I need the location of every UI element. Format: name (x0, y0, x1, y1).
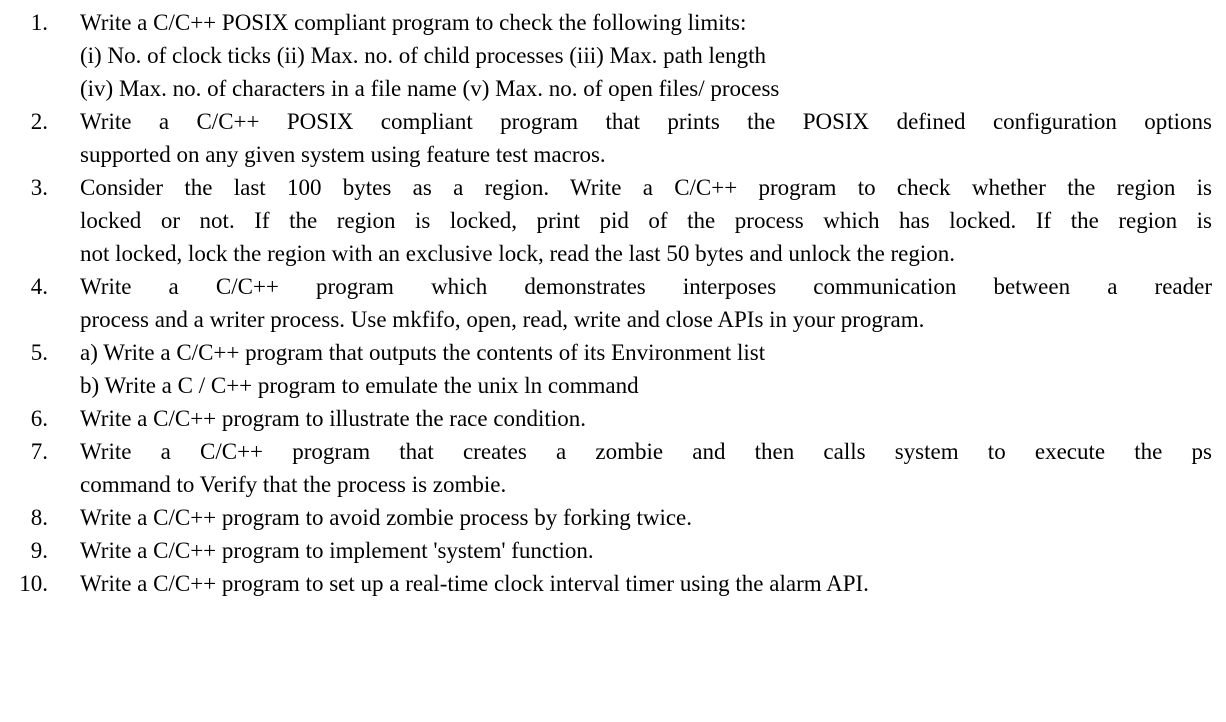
item-text-line: b) Write a C / C++ program to emulate the unix ln command (80, 373, 639, 398)
item-number: 10. (19, 571, 48, 596)
item-text-line: Write a C/C++ program to set up a real-time clock interval timer using the alarm API. (80, 571, 869, 596)
item-text-line: a) Write a C/C++ program that outputs the contents of its Environment list (80, 340, 766, 365)
item-text-line: process and a writer process. Use mkfifo, open, read, write and close APIs in your program. (80, 307, 925, 332)
item-text-line: Consider the last 100 bytes as a region. Write a C/C++ program to check whether the region is (80, 175, 1212, 200)
item-text-line: Write a C/C++ program to illustrate the race condition. (80, 406, 586, 431)
item-text-line: (i) No. of clock ticks (ii) Max. no. of child processes (iii) Max. path length (80, 43, 767, 68)
item-text-line: Write a C/C++ program to avoid zombie process by forking twice. (80, 505, 693, 530)
item-number: 4. (30, 274, 48, 299)
item-text-line: locked or not. If the region is locked, print pid of the process which has locked. If the region is (80, 208, 1212, 233)
item-number: 8. (30, 505, 48, 530)
item-number: 5. (30, 340, 48, 365)
item-number: 9. (30, 538, 48, 563)
item-text-line: not locked, lock the region with an exclusive lock, read the last 50 bytes and unlock the region. (80, 241, 956, 266)
item-text-line: (iv) Max. no. of characters in a file name (v) Max. no. of open files/ process (80, 76, 780, 101)
item-number: 7. (30, 439, 48, 464)
item-text-line: Write a C/C++ POSIX compliant program to check the following limits: (80, 10, 747, 35)
item-text-line: supported on any given system using feature test macros. (80, 142, 606, 167)
item-text-line: Write a C/C++ POSIX compliant program that prints the POSIX defined configuration options (80, 109, 1212, 134)
item-text-line: Write a C/C++ program which demonstrates interposes communication between a reader (80, 274, 1212, 299)
item-text-line: Write a C/C++ program that creates a zombie and then calls system to execute the ps (80, 439, 1212, 464)
item-number: 6. (30, 406, 48, 431)
item-number: 1. (30, 10, 48, 35)
item-text-line: Write a C/C++ program to implement 'system' function. (80, 538, 594, 563)
item-number: 2. (30, 109, 48, 134)
item-number: 3. (30, 175, 48, 200)
item-text-line: command to Verify that the process is zombie. (80, 472, 507, 497)
